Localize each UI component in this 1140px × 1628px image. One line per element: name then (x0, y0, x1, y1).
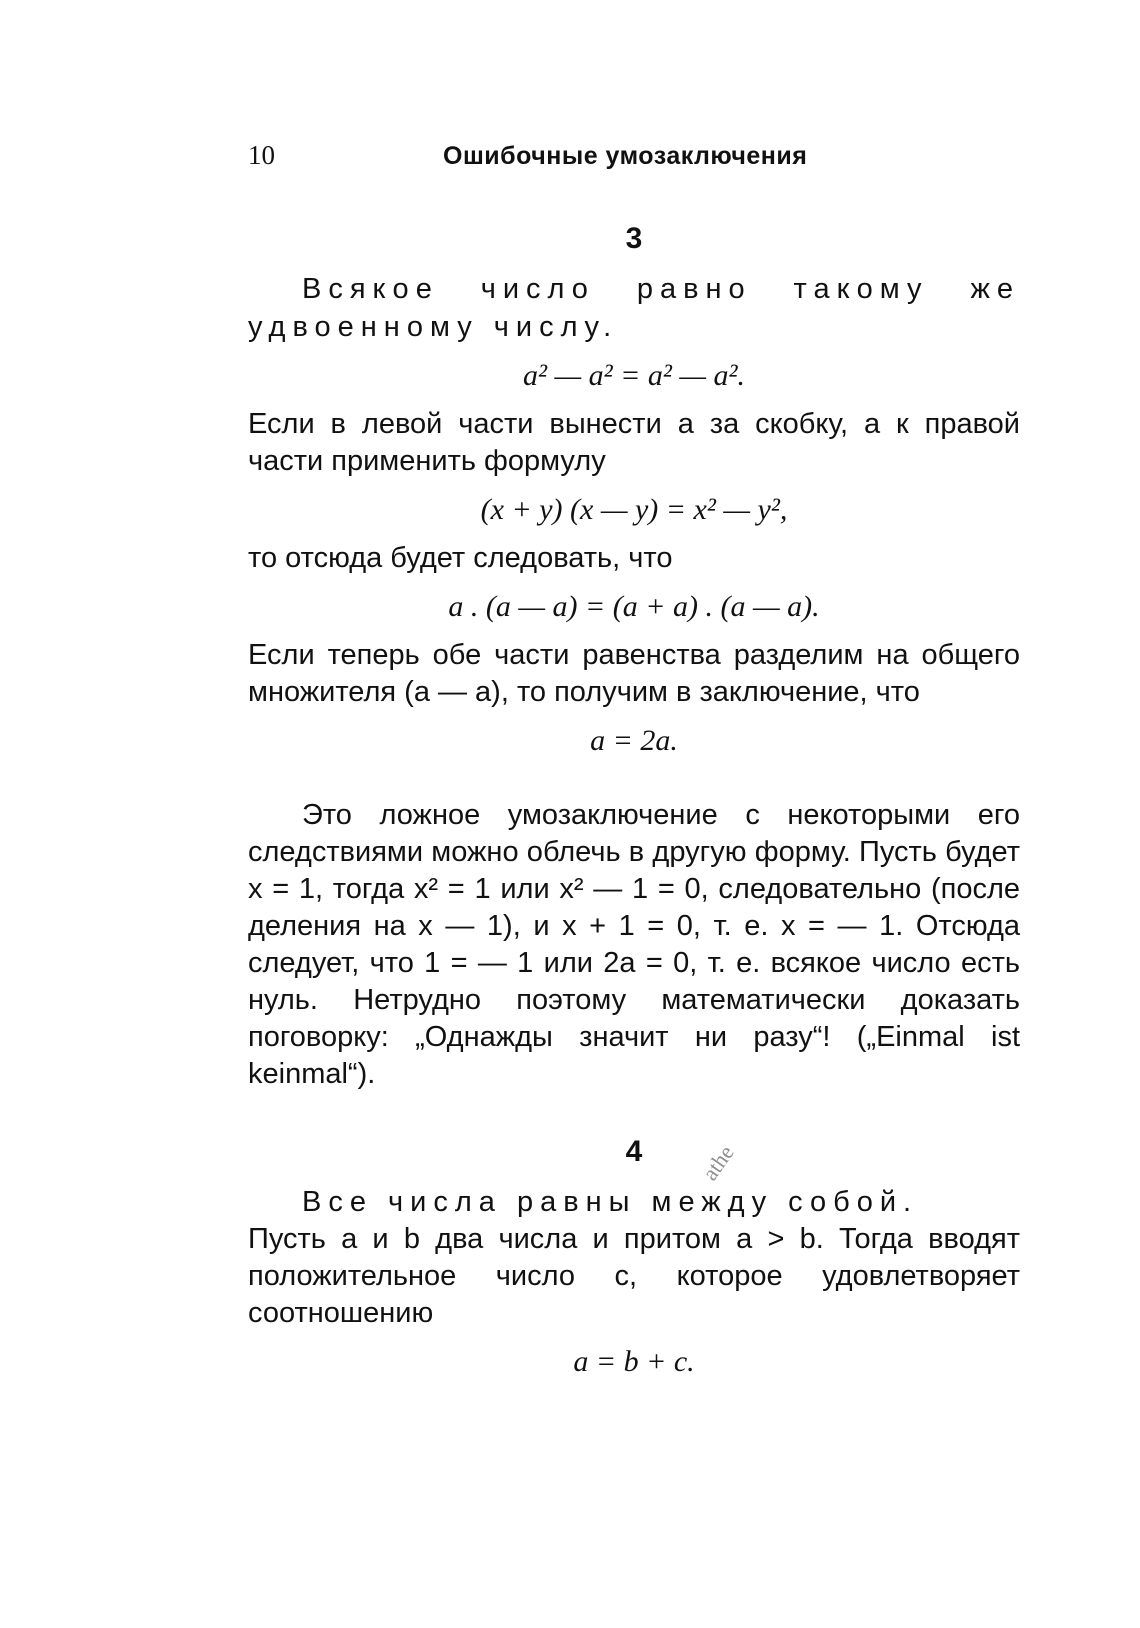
section-3-statement: Всякое число равно такому же удвоенному числу. (248, 273, 1020, 343)
formula-4: a = 2a. (590, 724, 678, 757)
section-4-formula-1: a = b + c. (573, 1345, 695, 1378)
paragraph-3: Если теперь обе части равенства разделим на общего множителя (a — a), то получим в заключение, что (248, 639, 1020, 708)
library-stamp: athe (697, 1140, 739, 1185)
formula-2: (x + y) (x — y) = x² — y², (480, 493, 788, 526)
formula-1: a² — a² = a² — a². (522, 359, 746, 392)
book-page (248, 130, 1020, 1392)
section-number-4: 4 (625, 1135, 643, 1168)
page-header (248, 130, 1020, 180)
formula-3: a . (a — a) = (a + a) . (a — a). (448, 590, 820, 623)
section-4-statement: Все числа равны между собой. (302, 1186, 919, 1218)
paragraph-1: Если в левой части вынести a за скобку, а к правой части применить формулу (248, 408, 1020, 477)
section-number-3: 3 (625, 222, 643, 255)
section-4-paragraph-1: Пусть a и b два числа и притом a > b. Тогда вводят положительное число c, которое удовлетворяет соотношению (248, 1223, 1020, 1329)
paragraph-4: Это ложное умозаключение с некоторыми его следствиями можно облечь в другую форму. Пусть будет x = 1, тогда x² = 1 или x² — 1 = 0, следовательно (после деления на x — 1), и x + 1 = 0, т. е. x = — 1. Отсюда следует, что 1 = — 1 или 2a = 0, т. е. всякое число есть нуль. Нетрудно поэтому математически доказать поговорку: „Однажды значит ни разу“! („Einmal ist keinmal“). (248, 799, 1020, 1090)
paragraph-2: то отсюда будет следовать, что (248, 542, 673, 574)
page-number: 10 (248, 140, 275, 170)
running-title: Ошибочные умозаключения (443, 142, 808, 170)
